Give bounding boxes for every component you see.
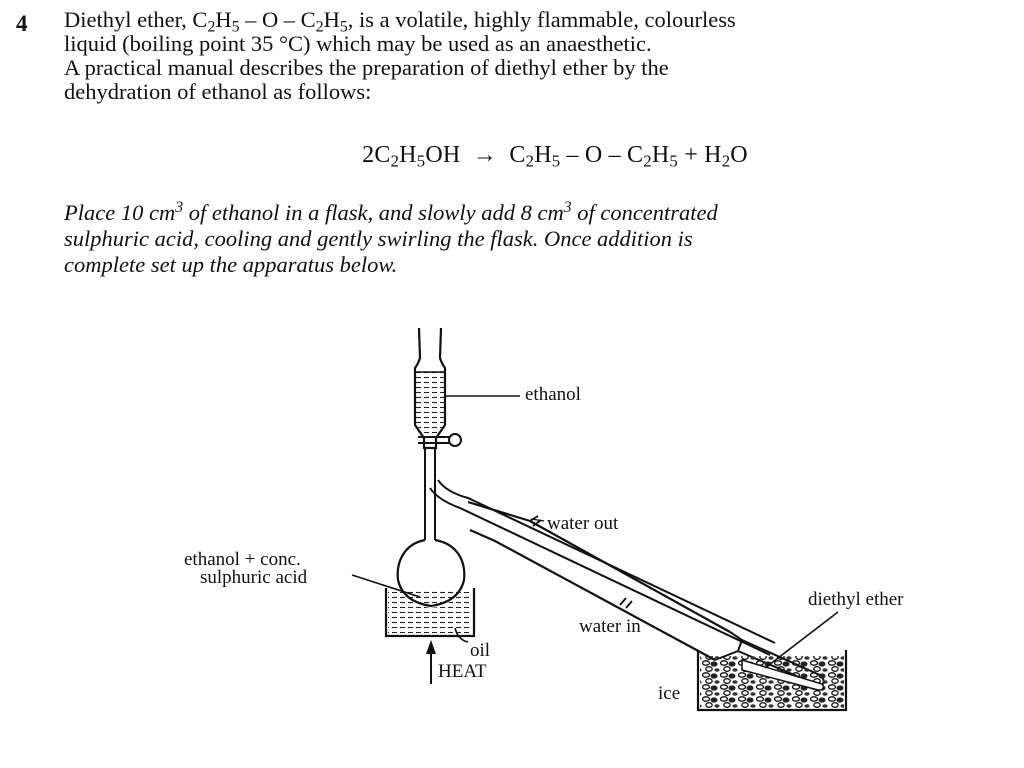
water-out-nozzle — [530, 516, 541, 526]
intro-line-4: dehydration of ethanol as follows: — [64, 79, 372, 104]
label-mixture-line1: ethanol + conc. — [184, 549, 301, 570]
label-water-out: water out — [547, 513, 619, 534]
intro-line-1: Diethyl ether, $C_2H_5$ – O – $C_2H_5$, is a volatile, highly flammable, colourless — [64, 7, 736, 36]
instruction-line-2: sulphuric acid, cooling and gently swirling the flask. Once addition is — [64, 226, 693, 251]
label-heat: HEAT — [438, 661, 487, 682]
label-mixture-line2: sulphuric acid — [200, 567, 308, 588]
heat-arrow — [426, 640, 436, 684]
ethanol-liquid — [416, 372, 444, 436]
intro-line-2: liquid (boiling point 35 °C) which may be used as an anaesthetic. — [64, 31, 652, 56]
label-diethyl-ether: diethyl ether — [808, 589, 904, 610]
reaction-equation: $2C_2H_5OH \to C_2H_5 - O - C_2H_5 + H_2O$ — [362, 142, 748, 171]
label-ice: ice — [658, 683, 681, 704]
instruction-line-3: complete set up the apparatus below. — [64, 252, 398, 277]
round-bottom-flask — [398, 540, 465, 606]
water-in-nozzle — [620, 598, 632, 608]
instruction-line-1: Place 10 $cm^3$ of ethanol in a flask, and slowly add 8 $cm^3$ of concentrated — [64, 199, 718, 225]
label-water-in: water in — [579, 616, 641, 637]
stopcock-icon — [449, 434, 461, 446]
label-oil: oil — [470, 640, 491, 661]
ice-pebbles — [700, 656, 844, 708]
question-number: 4 — [16, 11, 28, 36]
ice-bath — [698, 650, 846, 710]
intro-line-3: A practical manual describes the preparation of diethyl ether by the — [64, 55, 669, 80]
label-ethanol: ethanol — [525, 384, 581, 405]
dropping-funnel — [415, 328, 461, 540]
